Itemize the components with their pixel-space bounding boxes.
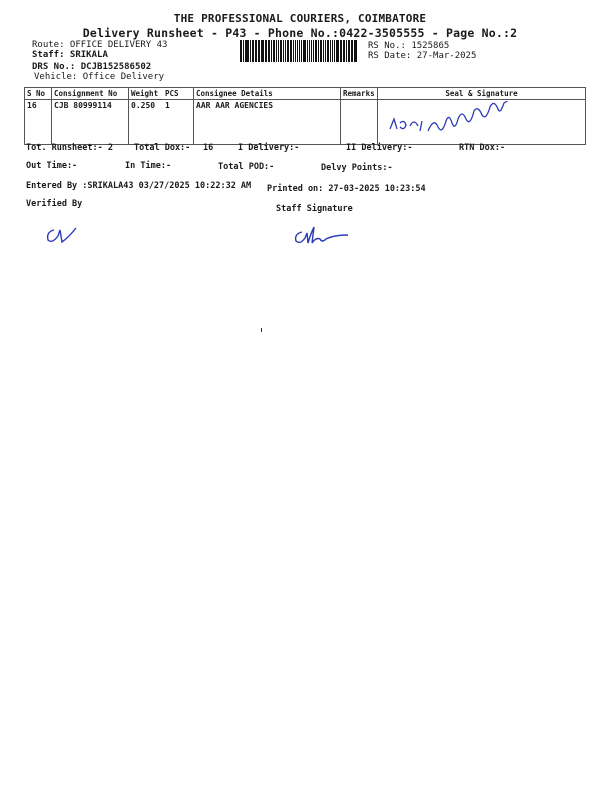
printed-on: Printed on: 27-03-2025 10:23:54: [267, 184, 426, 194]
company-title: THE PROFESSIONAL COURIERS, COIMBATORE: [173, 12, 427, 25]
barcode-bar: [332, 40, 333, 62]
col-remarks: Remarks: [341, 88, 378, 100]
barcode-bar: [309, 40, 311, 62]
rs-number: RS No.: 1525865: [368, 41, 450, 51]
barcode-bar: [315, 40, 317, 62]
total-dox-value: 16: [203, 143, 214, 153]
i-delivery: I Delivery:-: [238, 143, 300, 153]
barcode-bar: [318, 40, 319, 62]
cell-pcs: 1: [163, 100, 194, 145]
barcode-bar: [307, 40, 308, 62]
verified-by-label: Verified By: [26, 199, 83, 209]
barcode-bar: [245, 40, 246, 62]
barcode-bar: [240, 40, 242, 62]
barcode-bar: [250, 40, 251, 62]
cell-seal: [378, 100, 586, 145]
barcode-bar: [325, 40, 326, 62]
barcode-bar: [301, 40, 302, 62]
runsheet-table: [24, 87, 586, 145]
barcode-bar: [273, 40, 276, 62]
barcode-bar: [320, 40, 323, 62]
staff-signature-label: Staff Signature: [276, 204, 353, 214]
barcode-bar: [343, 40, 345, 62]
barcode-bar: [313, 40, 314, 62]
barcode-bar: [352, 40, 353, 62]
barcode-bar: [266, 40, 267, 62]
col-weight: Weight: [129, 88, 164, 100]
in-time: In Time:-: [125, 161, 172, 171]
barcode-bar: [299, 40, 300, 62]
table-header-row: [25, 88, 586, 100]
cell-consignment: CJB 80999114: [52, 100, 129, 145]
ii-delivery: II Delivery:-: [346, 143, 413, 153]
col-pcs: PCS: [163, 88, 194, 100]
barcode-bar: [297, 40, 299, 62]
barcode-bar: [285, 40, 286, 62]
rtn-dox: RTN Dox:-: [459, 143, 506, 153]
barcode-bar: [327, 40, 329, 62]
speck-mark: [261, 328, 262, 332]
total-dox-label: Total Dox:-: [134, 143, 191, 153]
cell-sno: 16: [25, 100, 52, 145]
col-sno: S No: [25, 88, 52, 100]
staff-signature: [290, 220, 360, 246]
barcode-bar: [323, 40, 324, 62]
barcode-bar: [354, 40, 357, 62]
col-seal-signature: Seal & Signature: [378, 88, 586, 100]
total-runsheet: Tot. Runsheet:- 2: [26, 143, 113, 153]
barcode-bar: [351, 40, 352, 62]
total-pod: Total POD:-: [218, 162, 275, 172]
barcode-bar: [334, 40, 335, 62]
barcode-bar: [280, 40, 282, 62]
vehicle-label: Vehicle: Office Delivery: [34, 72, 165, 82]
drs-number: DRS No.: DCJB152586502: [32, 62, 152, 72]
barcode-bar: [255, 40, 256, 62]
cell-weight: 0.250: [129, 100, 164, 145]
barcode-bar: [340, 40, 341, 62]
route-label: Route: OFFICE DELIVERY 43: [32, 40, 168, 50]
col-consignee: Consignee Details: [194, 88, 341, 100]
col-consignment: Consignment No: [52, 88, 129, 100]
barcode-bar: [271, 40, 272, 62]
barcode-bar: [268, 40, 270, 62]
delvy-points: Delvy Points:-: [321, 163, 393, 173]
barcode-bar: [336, 40, 339, 62]
cell-remarks: [341, 100, 378, 145]
runsheet-subtitle: Delivery Runsheet - P43 - Phone No.:0422-3505555 - Page No.:2: [82, 26, 518, 40]
barcode-bar: [311, 40, 312, 62]
barcode-bar: [246, 40, 249, 62]
barcode-bar: [293, 40, 294, 62]
barcode-bar: [346, 40, 347, 62]
barcode-bar: [252, 40, 254, 62]
barcode-bar: [256, 40, 257, 62]
table-row: [25, 100, 586, 145]
barcode-bar: [341, 40, 342, 62]
barcode-bar: [348, 40, 350, 62]
barcode-bar: [290, 40, 292, 62]
barcode-bar: [243, 40, 244, 62]
barcode-bar: [276, 40, 277, 62]
handwritten-seal-signature: [380, 101, 530, 141]
barcode-bar: [261, 40, 264, 62]
barcode-bar: [265, 40, 266, 62]
barcode-bar: [330, 40, 332, 62]
barcode-bar: [287, 40, 290, 62]
barcode-image: [240, 40, 358, 62]
barcode-bar: [303, 40, 306, 62]
out-time: Out Time:-: [26, 161, 78, 171]
staff-label: Staff: SRIKALA: [32, 50, 108, 60]
verifier-signature: [40, 220, 80, 246]
cell-consignee: AAR AAR AGENCIES: [194, 100, 341, 145]
barcode-bar: [278, 40, 279, 62]
rs-date: RS Date: 27-Mar-2025: [368, 51, 477, 61]
barcode-bar: [283, 40, 284, 62]
barcode-bar: [258, 40, 260, 62]
barcode-bar: [295, 40, 296, 62]
entered-by: Entered By :SRIKALA43 03/27/2025 10:22:32 AM: [26, 181, 252, 191]
